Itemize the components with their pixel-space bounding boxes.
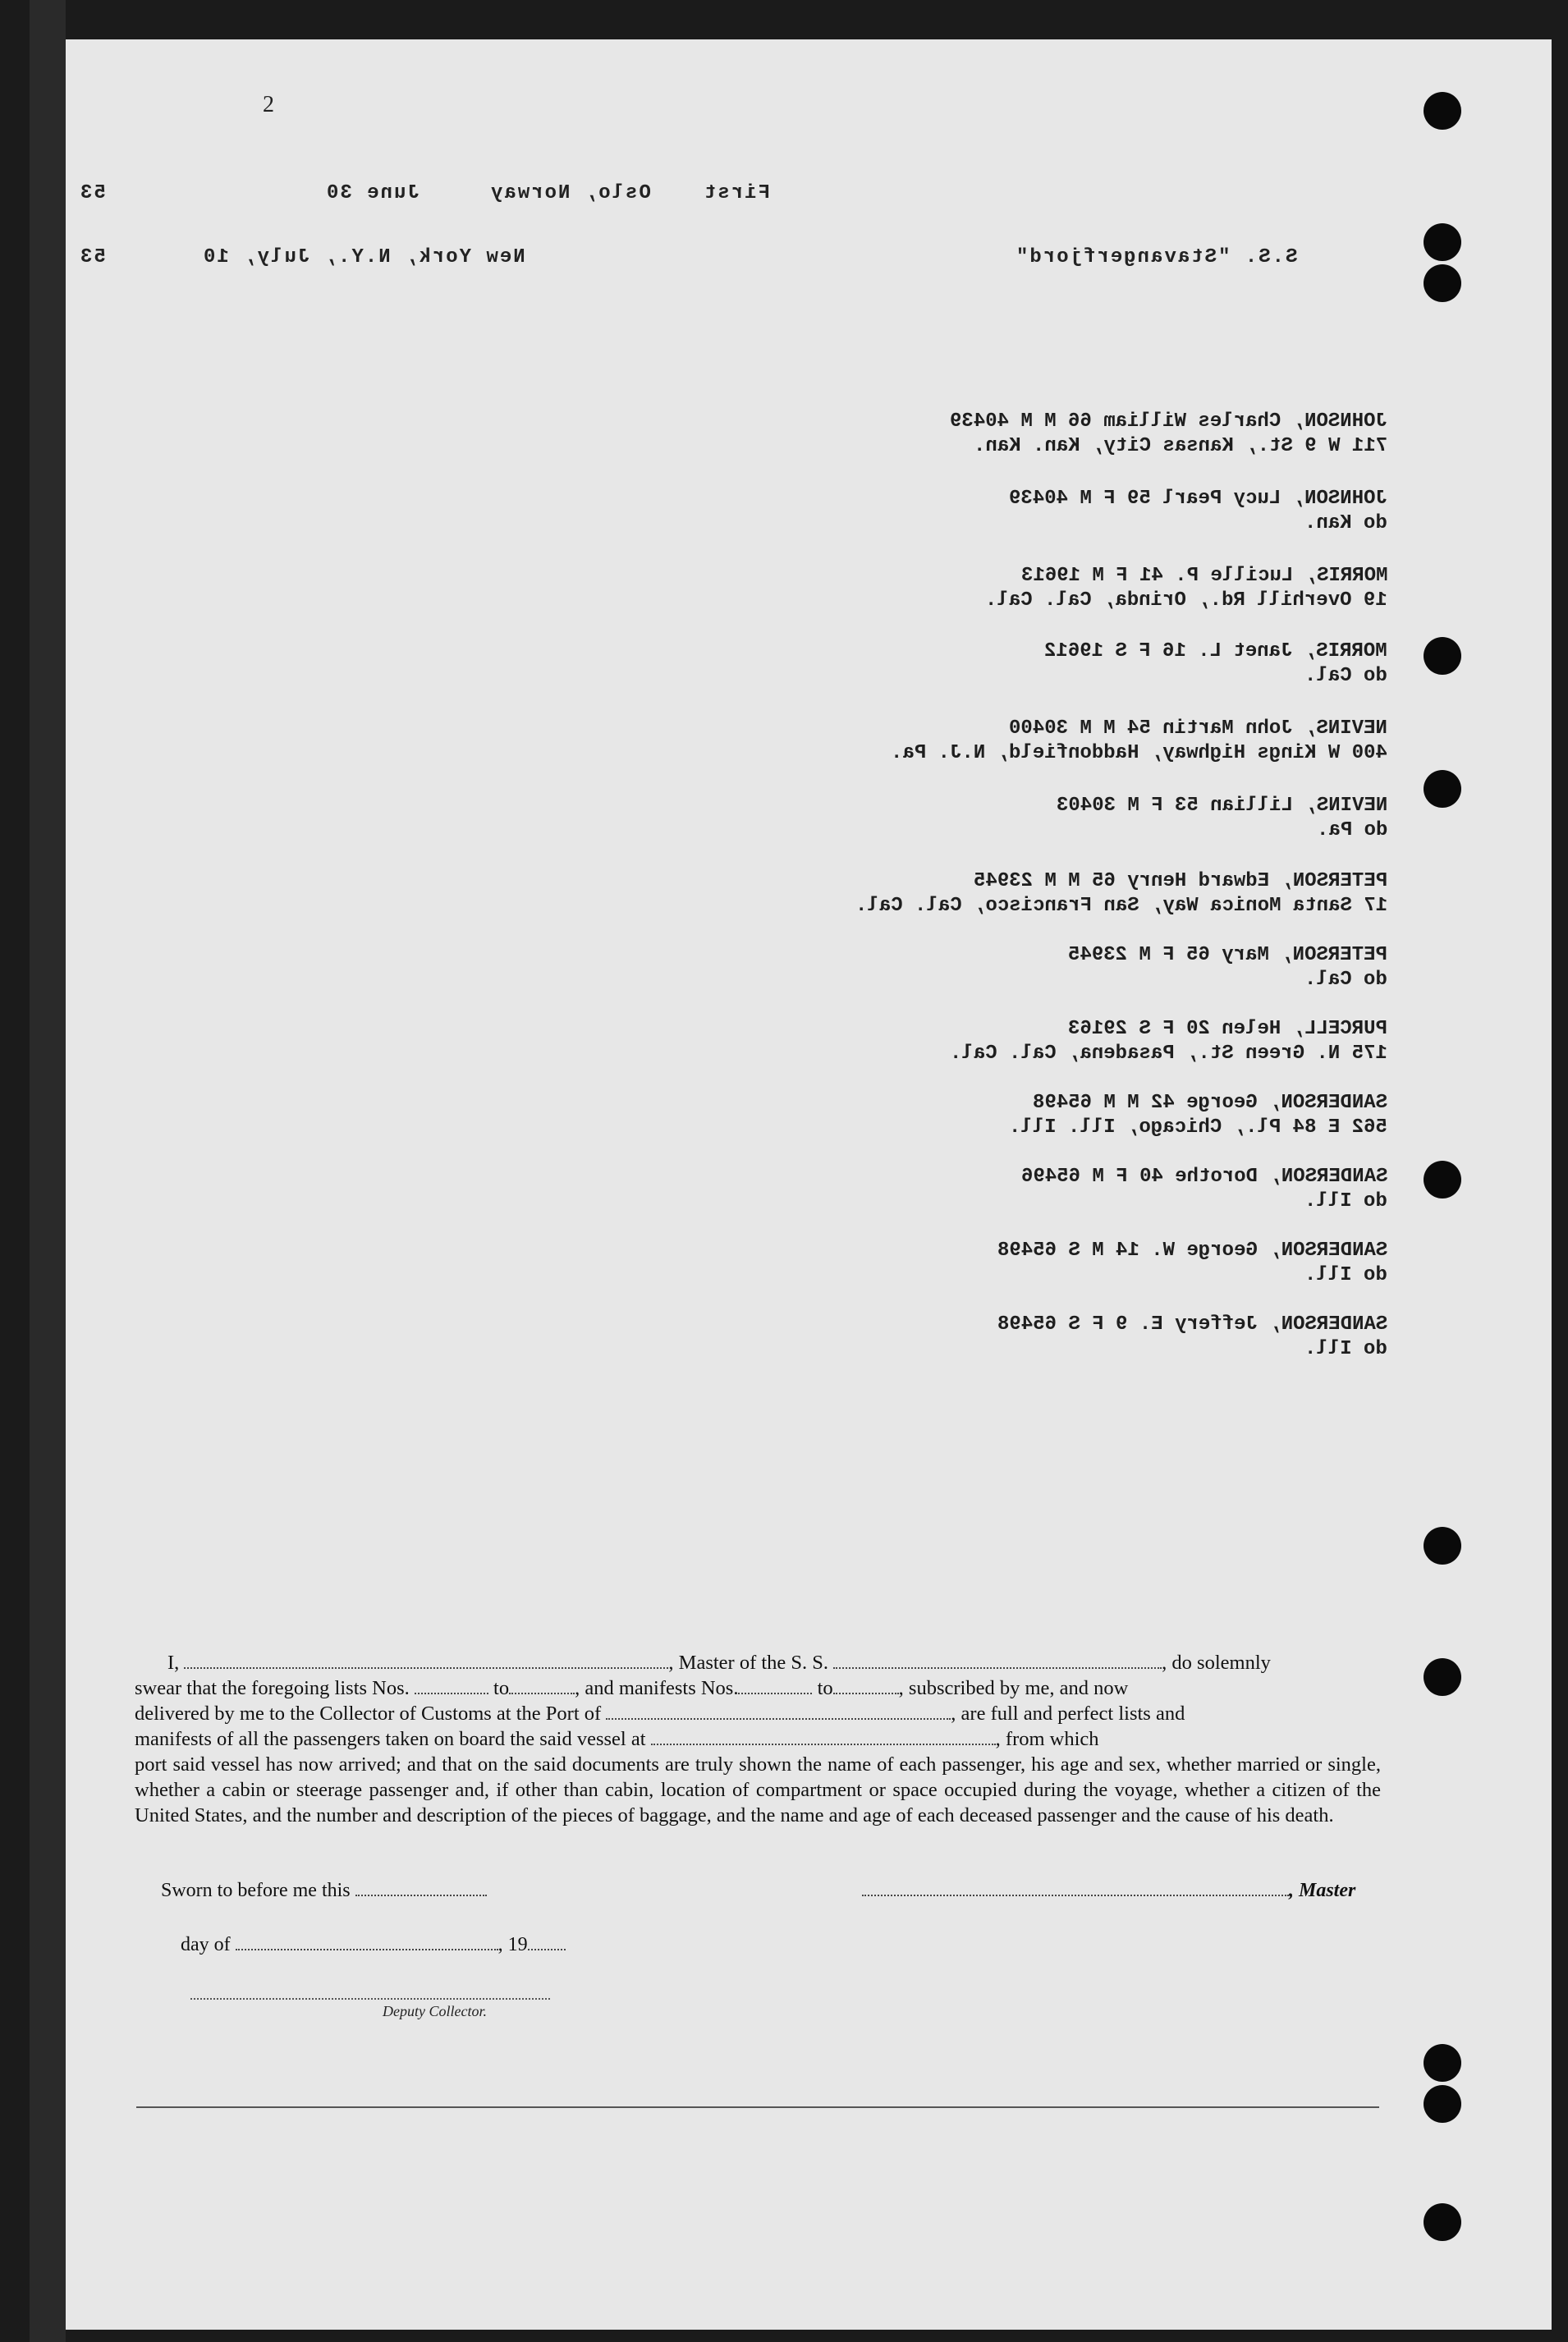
list-from-field[interactable] [415,1693,488,1694]
punch-hole [1424,2044,1461,2082]
passenger-entry [649,795,1387,869]
sworn-date-field[interactable] [355,1895,487,1896]
passenger-entry [649,1166,1387,1240]
sworn-label: Sworn to before me this [161,1880,351,1901]
manifest-to-field[interactable] [833,1693,899,1694]
oath-text: , Master of the S. S. [668,1652,829,1674]
oath-text: , from which [995,1728,1099,1750]
passenger-entry [649,1240,1387,1313]
header-ship: S.S. "Stavangerfjord" [1015,246,1298,268]
passenger-line-1: MORRIS, Lucille P. 41 F M 19613 [1020,565,1387,587]
oath-text: to [817,1677,833,1699]
ship-name-field[interactable] [833,1667,1162,1669]
departure-port-field[interactable] [651,1744,996,1745]
master-signature-line [862,1880,1355,1902]
passenger-line-1: JOHNSON, Lucy Pearl 59 F M 40439 [1009,488,1387,510]
oath-paragraph [135,1650,1381,1828]
passenger-line-1: SANDERSON, Jeffery E. 9 F S 65498 [997,1313,1387,1336]
oath-text: I, [167,1652,180,1674]
passenger-line-2: do Ill. [1304,1190,1387,1212]
passenger-entry [649,870,1387,944]
year-field[interactable] [528,1949,566,1950]
oath-body: port said vessel has now arrived; and that on the said documents are truly shown the name of each passenger, his age and sex, whether married or single, whether a cabin or steerage passenger and, if other than cabin, location of compartment or space occupied during the voyage, whether a citizen of the United States, and the number and description of the pieces of baggage, and the name and age of each deceased passenger and the cause of his death. [135,1753,1381,1826]
header-departure-date: June 30 [325,182,420,204]
passenger-line-2: do Cal. [1304,969,1387,991]
punch-hole [1424,264,1461,302]
passenger-line-2: do Ill. [1304,1338,1387,1360]
passenger-line-1: NEVINS, Lillian 53 F M 30403 [1056,795,1387,817]
month-field[interactable] [236,1949,498,1950]
passenger-entry [649,640,1387,714]
oath-text: to [493,1677,510,1699]
bottom-divider [136,2106,1379,2108]
passenger-entry [649,1018,1387,1092]
passenger-line-1: PETERSON, Mary 65 F M 23945 [1068,944,1387,966]
punch-hole [1424,770,1461,808]
passenger-line-2: 400 W Kings Highway, Haddonfield, N.J. Pa. [891,742,1387,764]
port-field[interactable] [606,1718,951,1720]
oath-text: , subscribed by me, and now [898,1677,1129,1699]
passenger-line-2: 17 Santa Monica Way, San Francisco, Cal. Cal. [855,895,1387,917]
header-departure-port: Oslo, Norway [489,182,651,204]
passenger-line-1: PURCELL, Helen 20 F S 29163 [1068,1018,1387,1040]
deputy-signature-field[interactable] [190,1998,550,2000]
passenger-line-2: do Ill. [1304,1264,1387,1286]
manifest-from-field[interactable] [738,1693,812,1694]
passenger-line-2: do Kan. [1304,512,1387,534]
oath-line-1 [135,1650,1381,1675]
oath-line-2 [135,1675,1381,1701]
oath-line-3 [135,1701,1381,1726]
punch-hole [1424,1527,1461,1565]
passenger-line-1: PETERSON, Edward Henry 65 M M 23945 [973,870,1387,892]
year-prefix: , 19 [497,1934,528,1955]
header-arrival-year: 53 [79,246,106,268]
punch-hole [1424,92,1461,130]
passenger-line-2: do Cal. [1304,665,1387,687]
punch-hole [1424,2085,1461,2123]
list-to-field[interactable] [509,1693,575,1694]
oath-text: delivered by me to the Collector of Customs at the Port of [135,1703,602,1725]
passenger-entry [649,1092,1387,1166]
passenger-line-1: SANDERSON, George 42 M M 65498 [1032,1092,1387,1114]
passenger-entry [649,488,1387,561]
punch-hole [1424,1658,1461,1696]
master-signature-field[interactable] [862,1895,1289,1896]
passenger-line-1: NEVINS, John Martin 54 M M 30400 [1009,717,1387,740]
passenger-line-1: MORRIS, Janet L. 16 F S 19612 [1044,640,1387,662]
oath-text: , are full and perfect lists and [951,1703,1185,1725]
punch-hole [1424,2203,1461,2241]
passenger-entry [649,565,1387,639]
sworn-line [161,1880,487,1902]
master-name-field[interactable] [184,1667,668,1669]
oath-text: , do solemnly [1162,1652,1271,1674]
punch-hole [1424,1161,1461,1198]
passenger-line-1: JOHNSON, Charles William 66 M M 40439 [950,410,1387,433]
header-arrival: New York, N.Y., July, 10 [202,246,525,268]
header-year: 53 [79,182,106,204]
passenger-entry [649,410,1387,484]
header-class: First [703,182,771,204]
day-of-line [181,1934,566,1956]
punch-hole [1424,223,1461,261]
day-of-label: day of [181,1934,231,1955]
oath-text: , and manifests Nos. [575,1677,739,1699]
deputy-collector-label: Deputy Collector. [383,2003,487,2019]
oath-text: swear that the foregoing lists Nos. [135,1677,410,1699]
oath-text: manifests of all the passengers taken on board the said vessel at [135,1728,646,1750]
page-number: 2 [263,92,274,117]
oath-line-4 [135,1726,1381,1752]
passenger-entry [649,717,1387,791]
passenger-line-2: do Pa. [1316,819,1387,841]
passenger-line-1: SANDERSON, George W. 14 M S 65498 [997,1240,1387,1262]
passenger-line-2: 562 E 84 Pl., Chicago, Ill. Ill. [1009,1116,1387,1139]
passenger-line-2: 711 W 9 St., Kansas City, Kan. Kan. [973,435,1387,457]
passenger-line-2: 19 Overhill Rd., Orinda, Cal. Cal. [985,589,1387,612]
passenger-line-2: 175 N. Green St., Pasadena, Cal. Cal. [950,1043,1387,1065]
passenger-entry [649,1313,1387,1387]
scan-edge [30,0,66,2342]
passenger-line-1: SANDERSON, Dorothe 40 F M 65496 [1020,1166,1387,1188]
master-label: , Master [1289,1880,1356,1901]
passenger-entry [649,944,1387,1018]
punch-hole [1424,637,1461,675]
